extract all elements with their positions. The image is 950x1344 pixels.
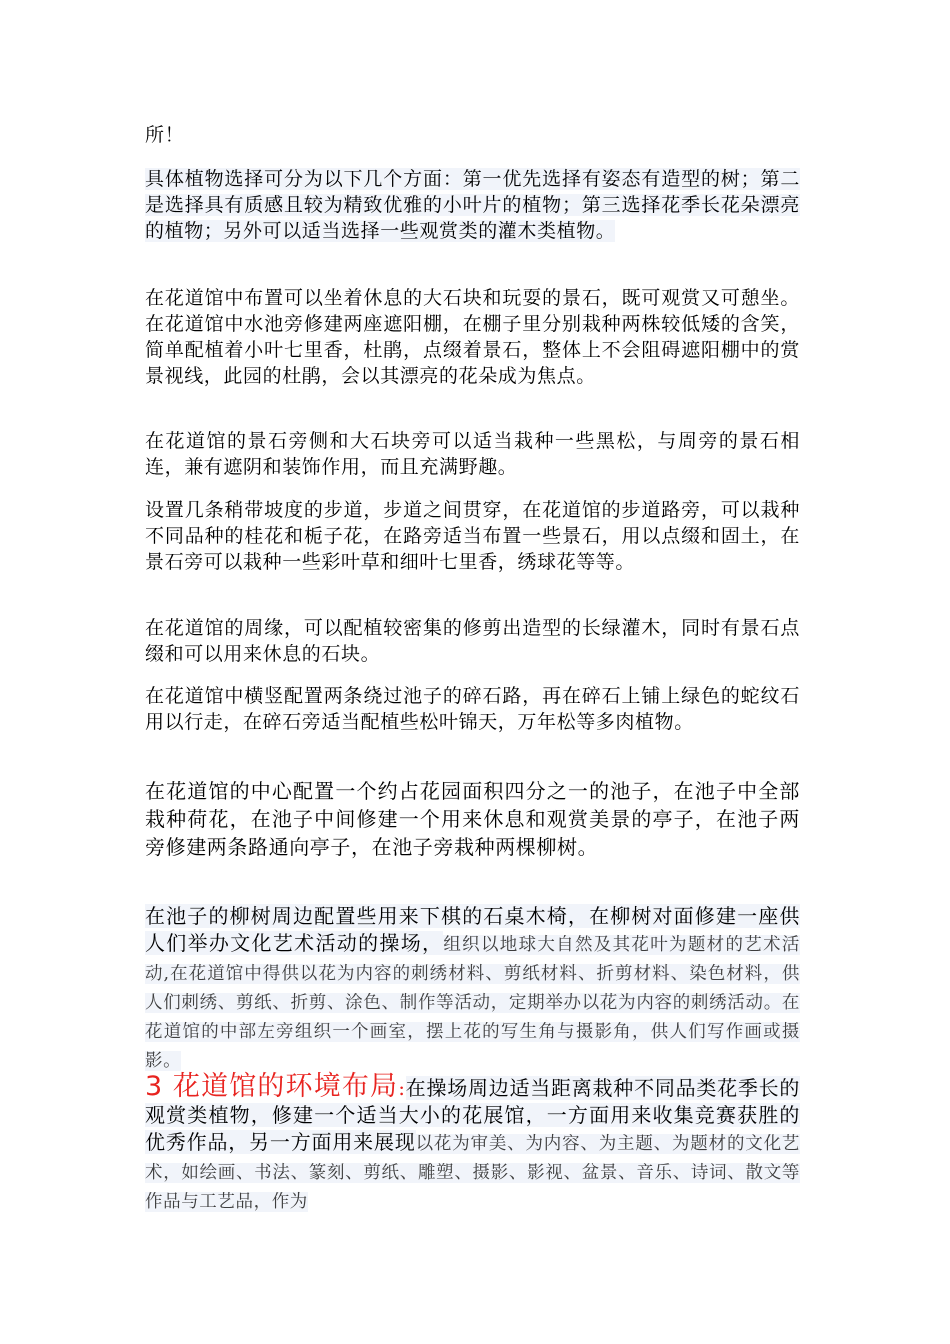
paragraph-stones-shade: 在花道馆中布置可以坐着休息的大石块和玩耍的景石，既可观赏又可憩坐。在花道馆中水池旁修建两座遮阳棚，在棚子里分别栽种两株较低矮的含笑，简单配植着小叶七里香，杜鹃，点缀着景石，整体上不会阻碍遮阳棚中的赏景视线，此园的杜鹃，会以其漂亮的花朵成为焦点。 bbox=[145, 287, 800, 387]
section-heading-colon: : bbox=[398, 1076, 406, 1100]
paragraph-pond: 在花道馆的中心配置一个约占花园面积四分之一的池子，在池子中全部栽种荷花，在池子中间修建一个用来休息和观赏美景的亭子，在池子两旁修建两条路通向亭子，在池子旁栽种两棵柳树。 bbox=[145, 779, 800, 859]
paragraph-activities bbox=[145, 903, 800, 1075]
section-text-secondary: 以花为审美、为内容、为主题、为题材的文化艺术，如绘画、书法、篆刻、剪纸、雕塑、摄影、影视、盆景、音乐、诗词、散文等作品与工艺品，作为 bbox=[145, 1134, 800, 1212]
paragraph-perimeter: 在花道馆的周缘，可以配植较密集的修剪出造型的长绿灌木，同时有景石点缀和可以用来休息的石块。 bbox=[145, 617, 800, 665]
paragraph-walkways: 设置几条稍带坡度的步道，步道之间贯穿，在花道馆的步道路旁，可以栽种不同品种的桂花和栀子花，在路旁适当布置一些景石，用以点缀和固土，在景石旁可以栽种一些彩叶草和细叶七里香，绣球花等等。 bbox=[145, 499, 800, 573]
paragraph-fragment: 所！ bbox=[145, 124, 185, 146]
paragraph-black-pine: 在花道馆的景石旁侧和大石块旁可以适当栽种一些黑松，与周旁的景石相连，兼有遮阴和装饰作用，而且充满野趣。 bbox=[145, 430, 800, 478]
paragraph-gravel-paths: 在花道馆中横竖配置两条绕过池子的碎石路，再在碎石上铺上绿色的蛇纹石用以行走，在碎石旁适当配植些松叶锦天，万年松等多肉植物。 bbox=[145, 685, 800, 733]
paragraph-plant-selection bbox=[145, 166, 800, 244]
section-heading: 3 花道馆的环境布局 bbox=[145, 1071, 399, 1102]
paragraph-text: 具体植物选择可分为以下几个方面：第一优先选择有姿态有造型的树；第二是选择具有质感且较为精致优雅的小叶片的植物；第三选择花季长花朵漂亮的植物；另外可以适当选择一些观赏类的灌木类植物。 bbox=[145, 168, 800, 242]
paragraph-text-main: 在池子的柳树周边配置些用来下棋的石桌木椅，在柳树对面修建一座供人们举办文化艺术活动的操场， bbox=[145, 904, 800, 955]
section-environment-layout bbox=[145, 1072, 800, 1216]
paragraph-text-secondary: 组织以地球大自然及其花叶为题材的艺术活动,在花道馆中得供以花为内容的刺绣材料、剪纸材料、折剪材料、染色材料，供人们刺绣、剪纸、折剪、涂色、制作等活动，定期举办以花为内容的刺绣活动。在花道馆的中部左旁组织一个画室，摆上花的写生角与摄影角，供人们写作画或摄影。 bbox=[145, 935, 800, 1071]
section-text-main: 在操场周边适当距离栽种不同品类花季长的观赏类植物，修建一个适当大小的花展馆，一方面用来收集竞赛获胜的优秀作品，另一方面用来展现 bbox=[145, 1076, 800, 1154]
